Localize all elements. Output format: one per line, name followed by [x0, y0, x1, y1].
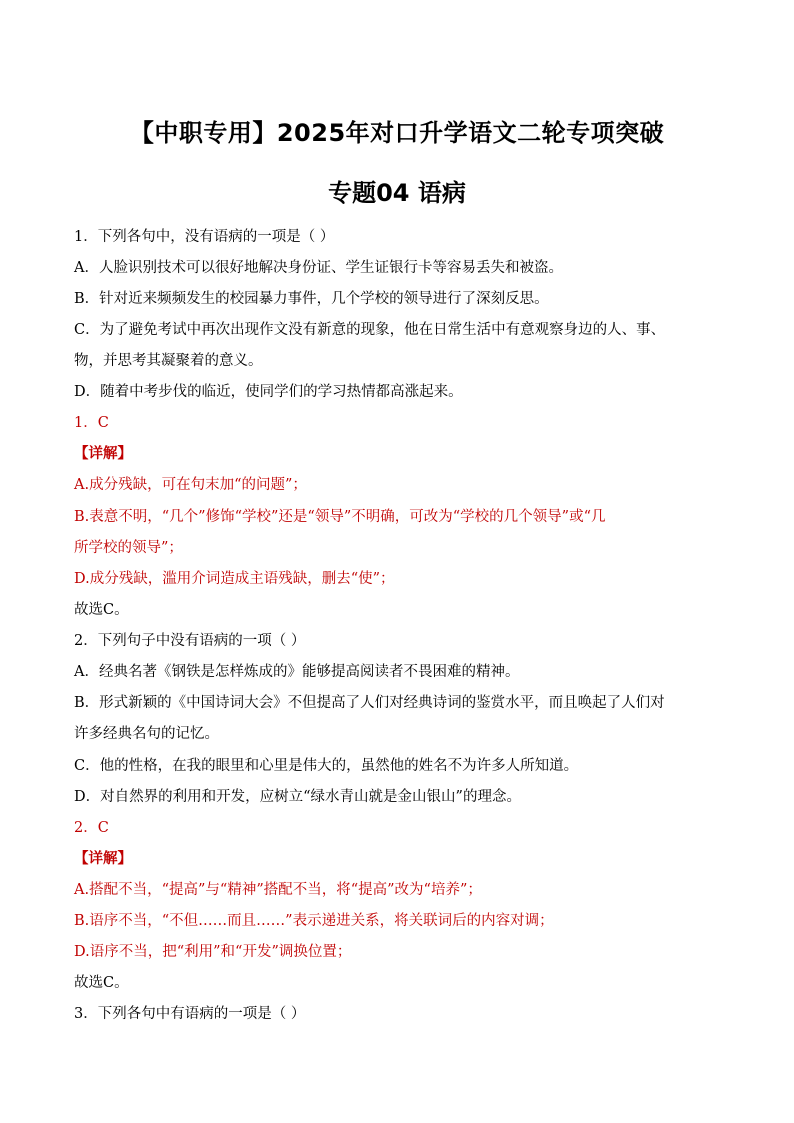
explanation-2-a: A.搭配不当，“提高”与“精神”搭配不当，将“提高”改为“培养”；: [74, 882, 482, 898]
answer-2: 2．C: [74, 820, 109, 836]
question-1-option-c-cont: 物，并思考其凝聚着的意义。: [74, 353, 263, 369]
question-1-option-b: B．针对近来频频发生的校园暴力事件，几个学校的领导进行了深刻反思。: [74, 291, 549, 307]
question-2-option-d: D．对自然界的利用和开发，应树立“绿水青山就是金山银山”的理念。: [74, 789, 521, 805]
explanation-1-a: A.成分残缺，可在句末加“的问题”；: [74, 477, 307, 493]
question-2-option-c: C．他的性格，在我的眼里和心里是伟大的，虽然他的姓名不为许多人所知道。: [74, 758, 579, 774]
explanation-1-b: B.表意不明，“几个”修饰“学校”还是“领导”不明确，可改为“学校的几个领导”或“几: [74, 509, 606, 525]
explanation-heading-2: 【详解】: [74, 850, 132, 867]
explanation-1-d: D.成分残缺，滥用介词造成主语残缺，删去“使”；: [74, 571, 395, 587]
explanation-1-b-cont: 所学校的领导”；: [74, 540, 183, 556]
question-2-option-b-cont: 许多经典名句的记忆。: [74, 726, 219, 742]
conclusion-2: 故选C。: [74, 975, 129, 991]
question-2-option-a: A．经典名著《钢铁是怎样炼成的》能够提高阅读者不畏困难的精神。: [74, 664, 520, 680]
question-1-option-d: D．随着中考步伐的临近，使同学们的学习热情都高涨起来。: [74, 384, 463, 400]
document-title: 【中职专用】2025年对口升学语文二轮专项突破: [129, 119, 665, 147]
question-2-option-b: B．形式新颖的《中国诗词大会》不但提高了人们对经典诗词的鉴赏水平，而且唤起了人们对: [74, 695, 665, 711]
document-subtitle: 专题04 语病: [328, 179, 466, 207]
question-2-stem: 2．下列句子中没有语病的一项（ ）: [74, 633, 306, 649]
question-1-stem: 1．下列各句中，没有语病的一项是（ ）: [74, 229, 335, 245]
explanation-heading-1: 【详解】: [74, 445, 132, 462]
explanation-2-b: B.语序不当，“不但……而且……”表示递进关系，将关联词后的内容对调；: [74, 913, 554, 929]
question-1-option-c: C．为了避免考试中再次出现作文没有新意的现象，他在日常生活中有意观察身边的人、事、: [74, 322, 666, 338]
explanation-2-d: D.语序不当，把“利用”和“开发”调换位置；: [74, 944, 352, 960]
answer-1: 1．C: [74, 415, 109, 431]
question-3-stem: 3．下列各句中有语病的一项是（ ）: [74, 1006, 306, 1022]
conclusion-1: 故选C。: [74, 602, 129, 618]
question-1-option-a: A．人脸识别技术可以很好地解决身份证、学生证银行卡等容易丢失和被盗。: [74, 260, 563, 276]
